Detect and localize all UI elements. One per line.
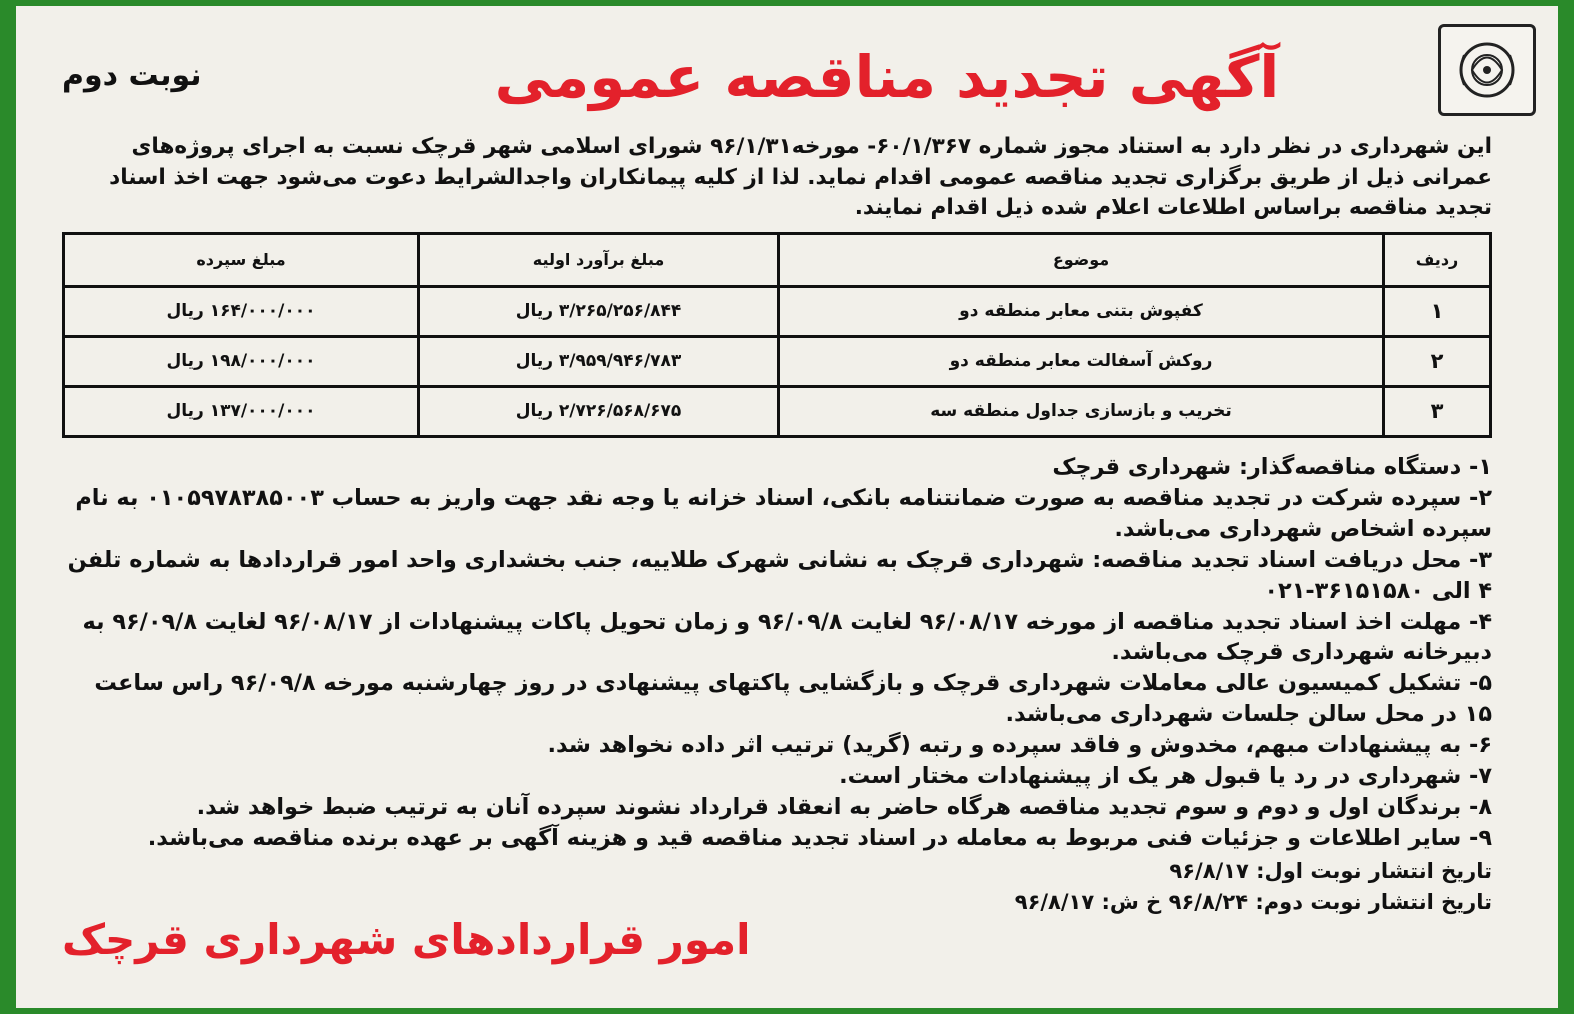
condition-item: ۱- دستگاه مناقصه‌گذار: شهرداری قرچک — [1052, 453, 1492, 480]
condition-item: ۴- مهلت اخذ اسناد تجدید مناقصه از مورخه ۹۶/۰۸/۱۷ لغایت ۹۶/۰۹/۸ و زمان تحویل پاکات پیشنهادات از ۹۶/۰۸/۱۷ لغایت ۹۶/۰۹/۸ به دبیرخانه شهرداری قرچک می‌باشد. — [82, 608, 1492, 666]
project-subject: روکش آسفالت معابر منطقه دو — [779, 336, 1384, 386]
notice-header — [62, 20, 1492, 130]
condition-item: ۹- سایر اطلاعات و جزئیات فنی مربوط به معامله در اسناد تجدید مناقصه قید و هزینه آگهی بر عهده برنده مناقصه می‌باشد. — [147, 824, 1492, 851]
condition-item: ۷- شهرداری در رد یا قبول هر یک از پیشنهادات مختار است. — [839, 763, 1492, 790]
deposit-amount: ۱۶۴/۰۰۰/۰۰۰ ریال — [64, 286, 419, 336]
condition-item: ۵- تشکیل کمیسیون عالی معاملات شهرداری قرچک و بازگشایی پاکتهای پیشنهادی در روز چهارشنبه مورخه ۹۶/۰۹/۸ راس ساعت ۱۵ در محل سالن جلسات شهرداری می‌باشد. — [94, 670, 1492, 728]
row-number: ۱ — [1384, 286, 1491, 336]
deposit-amount: ۱۹۸/۰۰۰/۰۰۰ ریال — [64, 336, 419, 386]
table-row — [64, 286, 1491, 336]
round-label: نوبت دوم — [62, 58, 202, 93]
condition-item: ۳- محل دریافت اسناد تجدید مناقصه: شهرداری قرچک به نشانی شهرک طلاییه، جنب بخشداری واحد امور قراردادها به شماره تلفن ۴ الی ۳۶۱۵۱۵۸۰-۰۲۱ — [67, 546, 1492, 604]
notice-title: آگهی تجدید مناقصه عمومی — [494, 43, 1280, 111]
project-subject: کفپوش بتنی معابر منطقه دو — [779, 286, 1384, 336]
deposit-amount: ۱۳۷/۰۰۰/۰۰۰ ریال — [64, 386, 419, 436]
intro-paragraph: این شهرداری در نظر دارد به استناد مجوز شماره ۶۰/۱/۳۶۷- مورخه۹۶/۱/۳۱ شورای اسلامی شهر قرچک نسبت به اجرای پروژه‌های عمرانی ذیل از طریق برگزاری تجدید مناقصه عمومی اقدام نماید. لذا از کلیه پیمانکاران واجدالشرایط دعوت می‌شود جهت اخذ اسناد تجدید مناقصه براساس اطلاعات اعلام شده ذیل اقدام نمایند. — [109, 134, 1492, 221]
project-subject: تخریب و بازسازی جداول منطقه سه — [779, 386, 1384, 436]
row-number: ۲ — [1384, 336, 1491, 386]
column-header-row-number: ردیف — [1384, 233, 1491, 286]
projects-table — [62, 232, 1492, 438]
conditions-list — [62, 452, 1492, 854]
estimate-amount: ۳/۲۶۵/۲۵۶/۸۴۴ ریال — [419, 286, 779, 336]
table-row — [64, 336, 1491, 386]
column-header-estimate: مبلغ برآورد اولیه — [419, 233, 779, 286]
notice-page — [16, 6, 1558, 1008]
table-row — [64, 386, 1491, 436]
table-header-row — [64, 233, 1491, 286]
condition-item: ۶- به پیشنهادات مبهم، مخدوش و فاقد سپرده و رتبه (گرید) ترتیب اثر داده نخواهد شد. — [547, 732, 1492, 759]
estimate-amount: ۲/۷۲۶/۵۶۸/۶۷۵ ریال — [419, 386, 779, 436]
publication-dates — [62, 856, 1492, 919]
footer-signature: امور قراردادهای شهرداری قرچک — [62, 915, 751, 964]
estimate-amount: ۳/۹۵۹/۹۴۶/۷۸۳ ریال — [419, 336, 779, 386]
column-header-deposit: مبلغ سپرده — [64, 233, 419, 286]
condition-item: ۲- سپرده شرکت در تجدید مناقصه به صورت ضمانتنامه بانکی، اسناد خزانه یا وجه نقد جهت واریز به حساب ۰۱۰۵۹۷۸۳۸۵۰۰۳ به نام سپرده اشخاص شهرداری می‌باشد. — [75, 484, 1492, 542]
first-publication-date: تاریخ انتشار نوبت اول: ۹۶/۸/۱۷ — [1169, 858, 1492, 883]
condition-item: ۸- برندگان اول و دوم و سوم تجدید مناقصه هرگاه حاضر به انعقاد قرارداد نشوند سپرده آنان به ترتیب ضبط خواهد شد. — [196, 793, 1492, 820]
second-publication-date: تاریخ انتشار نوبت دوم: ۹۶/۸/۲۴ خ ش: ۹۶/۸/۱۷ — [1014, 890, 1492, 915]
row-number: ۳ — [1384, 386, 1491, 436]
column-header-subject: موضوع — [779, 233, 1384, 286]
